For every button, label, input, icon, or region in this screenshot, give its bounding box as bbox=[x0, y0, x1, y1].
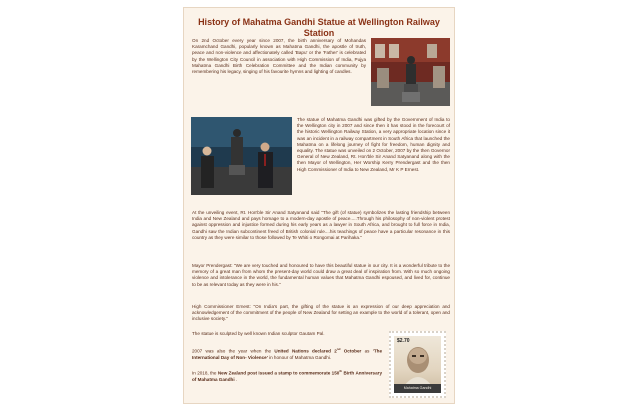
gandhi-stamp bbox=[389, 331, 446, 398]
paragraph-mayor-quote: Mayor Prendergast: "We are very touched and honoured to have this beautiful statue in our city. It is a wonderful tribute to the memory of a great man from whom the present-day world could draw a great deal of inspiration from. With so much ongoing violence and intolerance in the world, the fundamental human values that Mahatma Gandhi espoused, and lived for, continue to be as relevant today as they were in his." bbox=[192, 263, 450, 287]
paragraph-un-declaration: 2007 was also the year when the United Nations declared 2nd October as 'The International Day of Non- Violence' in honour of Mahatma Gandhi. bbox=[192, 347, 382, 360]
paragraph-unveiling-quote: At the unveiling event, Rt. Hon'ble Sir Anand Satyanand said "The gift (of statue) symbolizes the lasting friendship between India and New Zealand and pays homage to a modern-day apostle of peace.....Through his philosophy of non-violent protest against oppression and injustice formed during his early years as a lawyer in South Africa, and brought to full force in India, Gandhi saw the Indian subcontinent freed of British colonial rule....his teachings of peace have a particular resonance in this country as they were similar to those followed by Te Whiti o Rongomai at Parihaka." bbox=[192, 210, 450, 240]
unveiling-photo bbox=[191, 117, 292, 195]
page-title: History of Mahatma Gandhi Statue at Wellington Railway Station bbox=[198, 17, 440, 38]
paragraph-sculptor: The statue is sculpted by well known Indian sculptor Gautam Pal. bbox=[192, 331, 325, 336]
statue-photo bbox=[371, 38, 450, 106]
paragraph-intro: On 2nd October every year since 2007, the birth anniversary of Mohandas Karamchand Gandhi, popularly known as Mahatma Gandhi, the apostle of truth, peace and non-violence and affectionately called 'Bapu' or the 'Father' is celebrated by the Wellington City Council in association with High Commission of India, Pujya Mahatma Gandhi Birth Celebration Committee and the Indian community by remembering his legacy, singing of his favourite hymns and lighting of candles. bbox=[192, 38, 366, 75]
stamp-image bbox=[394, 336, 441, 393]
paragraph-statue-gift: The statue of Mahatma Gandhi was gifted by the Government of India to the Wellington city in 2007 and since then it has stood in the forecourt of the historic Wellington Railway Station, a very appropriate location since it was an incident in a railway compartment in South Africa that launched the Mahatma on a lifelong journey of fight for freedom, human dignity and equality. The statue was unveiled on 2 October, 2007 by the then Governor General of New Zealand, Rt. Hon'ble Sir Anand Satyanand along with the then Mayor of Wellington, Her Worship Kerry Prendergast and the then High Commissioner of India to New Zealand, Mr K P Ernest. bbox=[297, 117, 450, 172]
document-page bbox=[183, 7, 455, 404]
stamp-caption: Mahatma Gandhi bbox=[394, 384, 441, 393]
stamp-value: $2.70 bbox=[397, 338, 410, 344]
paragraph-high-commissioner-quote: High Commissioner Ernest: "On India's part, the gifting of the statue is an expression of our deep appreciation and acknowledgement of the commitment of the people of New Zealand for setting an example to the world of a tolerant, open and inclusive society." bbox=[192, 304, 450, 322]
paragraph-stamp-issue: In 2018, the New Zealand post issued a stamp to commemorate 150th Birth Anniversary of Mahatma Gandhi . bbox=[192, 369, 382, 382]
